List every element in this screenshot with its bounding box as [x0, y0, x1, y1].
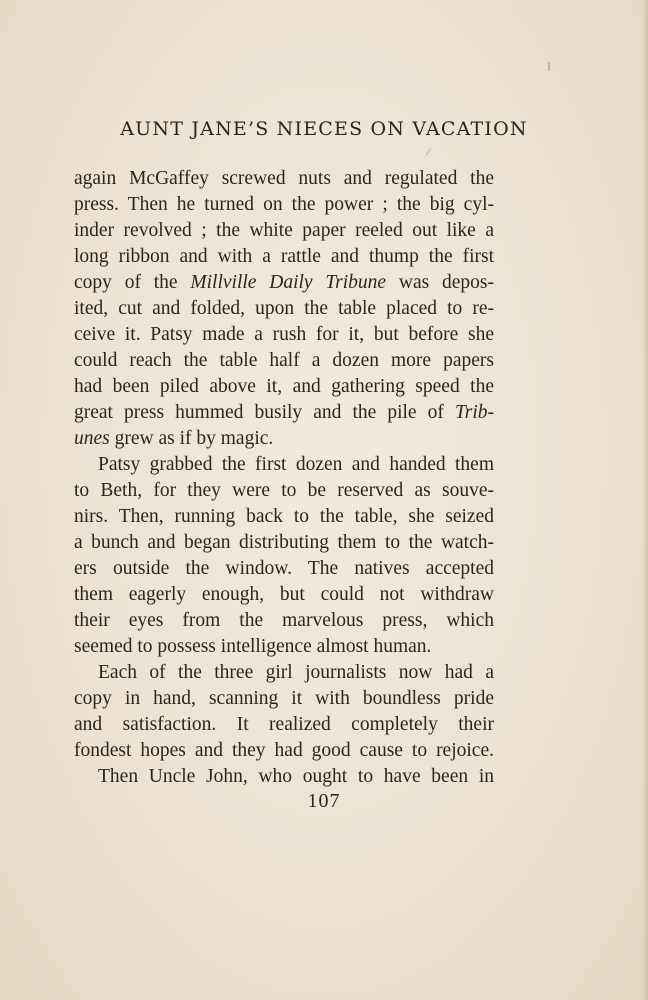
text-line: could reach the table half a dozen more papers — [74, 350, 494, 371]
italic-title: Millville Daily Tribune — [190, 272, 387, 293]
page-number: 107 — [307, 790, 341, 812]
text-line: seemed to possess intelligence almost human. — [74, 636, 432, 657]
text-line: unes grew as if by magic. — [74, 428, 274, 449]
text-line: their eyes from the marvelous press, which — [74, 610, 494, 631]
text-line: copy of the Millville Daily Tribune was depos- — [74, 272, 494, 293]
text-line: ited, cut and folded, upon the table placed to re- — [74, 298, 494, 319]
text-line: long ribbon and with a rattle and thump the first — [74, 246, 494, 267]
italic-title: Trib- — [454, 402, 494, 423]
paper-speck — [548, 62, 550, 71]
text-line: nirs. Then, running back to the table, she seized — [74, 506, 494, 527]
text-line: ers outside the window. The natives accepted — [74, 558, 494, 579]
running-head: AUNT JANE’S NIECES ON VACATION — [120, 118, 528, 140]
body-text — [74, 166, 494, 790]
text-line: Patsy grabbed the first dozen and handed them — [98, 454, 494, 475]
text-line: fondest hopes and they had good cause to rejoice. — [74, 740, 494, 761]
paper-speck — [426, 148, 431, 155]
text-line: copy in hand, scanning it with boundless pride — [74, 688, 494, 709]
text-line: to Beth, for they were to be reserved as souve- — [74, 480, 494, 501]
italic-title: unes — [74, 428, 110, 449]
text-line: Each of the three girl journalists now had a — [98, 662, 494, 683]
text-line: and satisfaction. It realized completely their — [74, 714, 494, 735]
text-line: them eagerly enough, but could not withdraw — [74, 584, 494, 605]
page-edge-shadow — [642, 0, 648, 1000]
text-line: a bunch and began distributing them to the watch- — [74, 532, 494, 553]
text-line: press. Then he turned on the power ; the big cyl- — [74, 194, 494, 215]
text-line: ceive it. Patsy made a rush for it, but before she — [74, 324, 494, 345]
text-line: inder revolved ; the white paper reeled out like a — [74, 220, 494, 241]
text-line: great press hummed busily and the pile of Trib- — [74, 402, 494, 423]
text-line: had been piled above it, and gathering speed the — [74, 376, 494, 397]
text-line: again McGaffey screwed nuts and regulated the — [74, 168, 494, 189]
text-line: Then Uncle John, who ought to have been in — [98, 766, 494, 787]
